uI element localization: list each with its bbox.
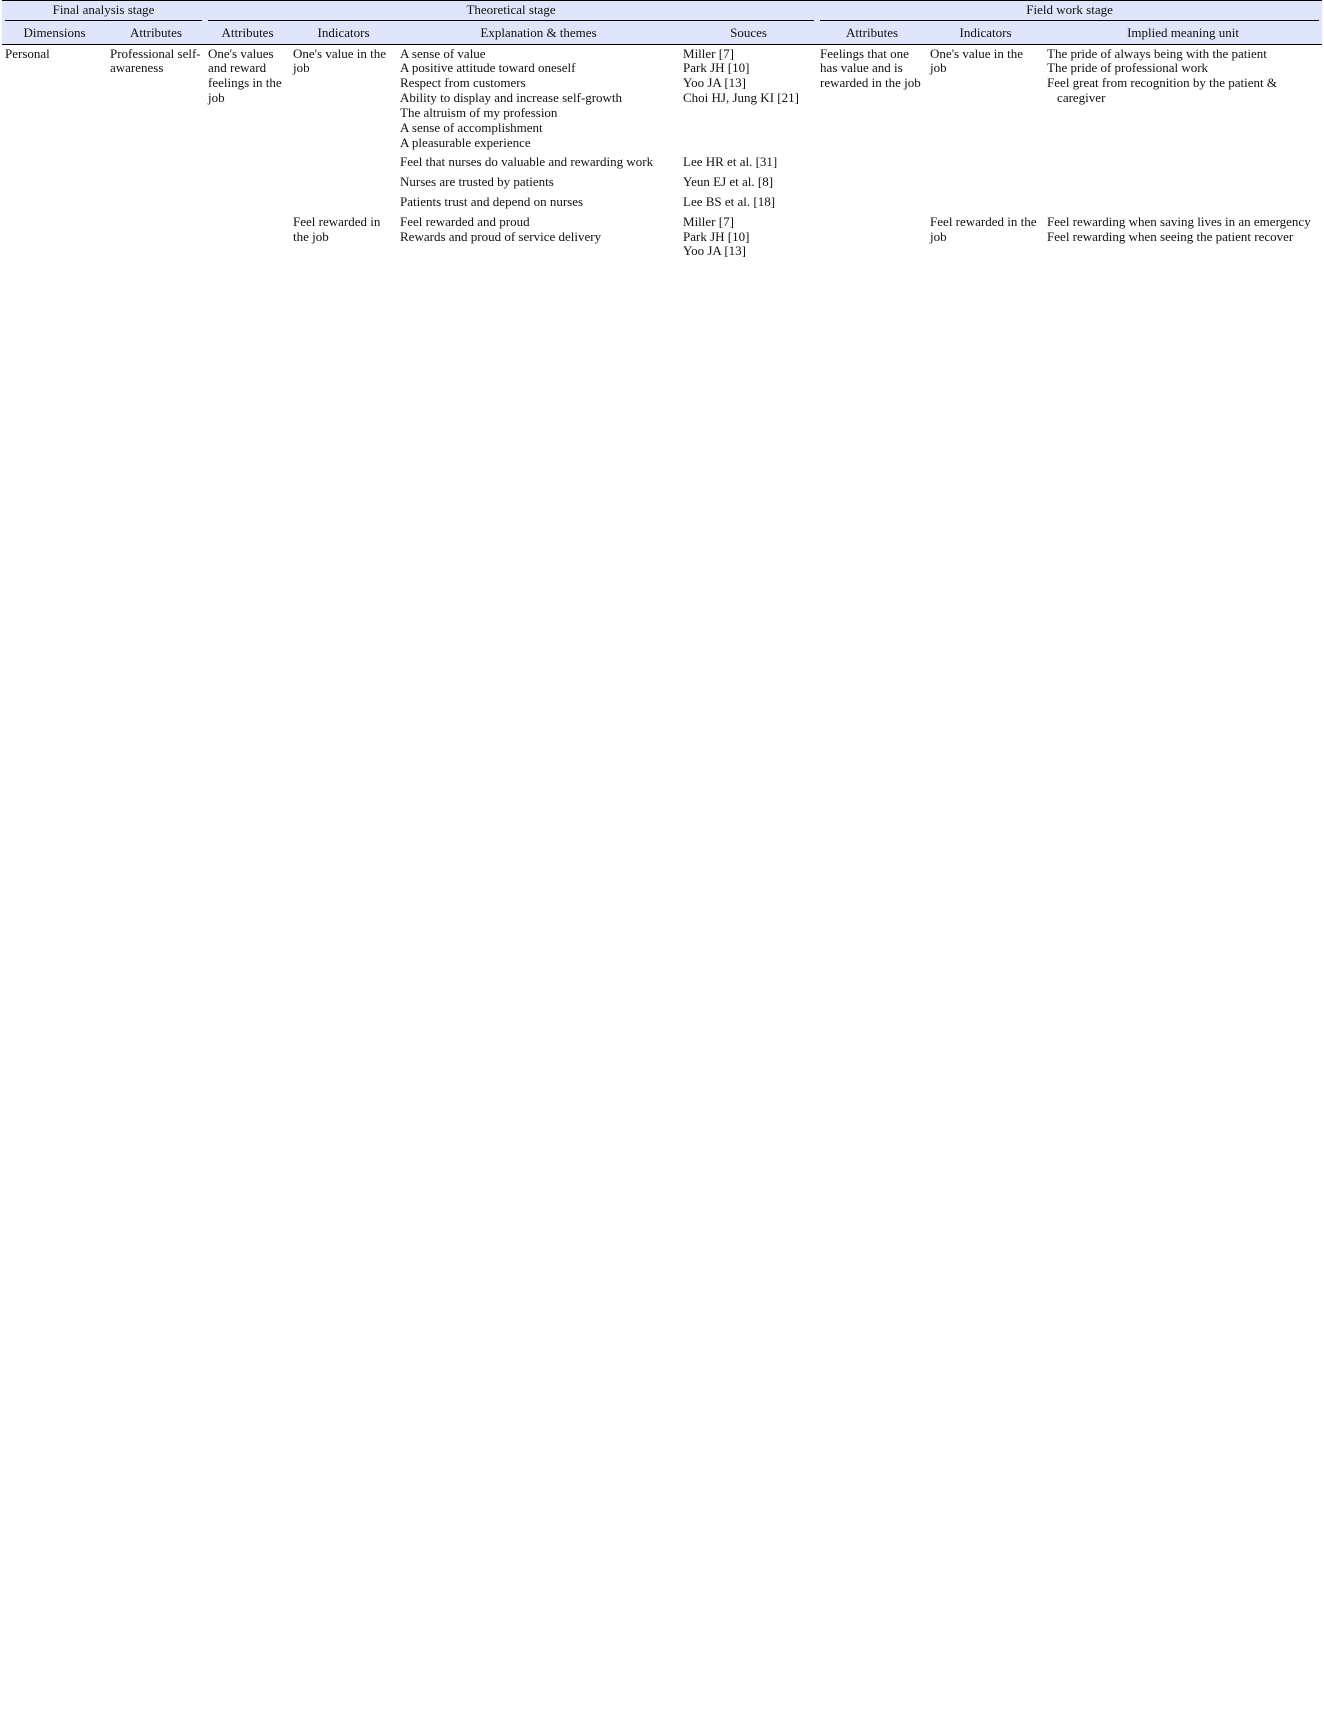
col-dimensions: Dimensions xyxy=(2,24,107,44)
col-final-attributes: Attributes xyxy=(107,24,205,44)
col-theo-indicators: Indicators xyxy=(290,24,397,44)
implied-meaning-cell: Feel rewarding when saving lives in an emergency Feel rewarding when seeing the patient recover xyxy=(1047,213,1311,244)
sources-cell: Lee BS et al. [18] xyxy=(683,193,776,209)
theo-attribute-cell: One's values and reward feelings in the job xyxy=(208,45,282,106)
sources-cell: Lee HR et al. [31] xyxy=(683,154,778,170)
explanation-cell: Feel rewarded and proud Rewards and proud of service delivery xyxy=(400,213,602,244)
explanation-cell: Patients trust and depend on nurses xyxy=(400,193,584,209)
theo-indicator-cell: One's value in the job xyxy=(293,45,386,76)
final-analysis-stage-header: Final analysis stage xyxy=(2,1,205,24)
theo-indicator-cell: Feel rewarded in the job xyxy=(293,213,381,244)
dimension-cell: Personal xyxy=(5,45,50,61)
explanation-cell: Feel that nurses do valuable and rewarding work xyxy=(400,154,654,170)
sources-cell: Miller [7] Park JH [10] Yoo JA [13] xyxy=(683,213,750,259)
sources-cell: Yeun EJ et al. [8] xyxy=(683,174,774,190)
col-theo-attributes: Attributes xyxy=(205,24,290,44)
field-indicator-cell: One's value in the job xyxy=(930,45,1024,76)
col-sources: Souces xyxy=(680,24,817,44)
explanation-cell: Nurses are trusted by patients xyxy=(400,174,554,190)
final-attribute-cell: Professional self-awareness xyxy=(110,45,201,76)
field-work-stage-header: Field work stage xyxy=(817,1,1322,24)
col-field-attributes: Attributes xyxy=(817,24,927,44)
field-attribute-cell: Feelings that one has value and is rewarded in the job xyxy=(820,45,921,91)
table-row xyxy=(2,44,1322,153)
explanation-cell: A sense of value A positive attitude toward oneself Respect from customers Ability to display and increase self-growth The altruism of my profession A sense of accomplishment A pleasurable experience xyxy=(400,45,623,150)
field-indicator-cell: Feel rewarded in the job xyxy=(930,213,1037,244)
implied-meaning-cell: The pride of always being with the patient The pride of professional work Feel great from recognition by the patient & caregiver xyxy=(1047,45,1278,106)
analysis-table xyxy=(2,0,1322,262)
block-personal-self-awareness xyxy=(2,44,1322,262)
col-explanation-themes: Explanation & themes xyxy=(397,24,680,44)
theoretical-stage-header: Theoretical stage xyxy=(205,1,817,24)
sources-cell: Miller [7] Park JH [10] Yoo JA [13] Choi HJ, Jung KI [21] xyxy=(683,45,799,106)
col-field-indicators: Indicators xyxy=(927,24,1044,44)
col-implied-meaning: Implied meaning unit xyxy=(1044,24,1322,44)
